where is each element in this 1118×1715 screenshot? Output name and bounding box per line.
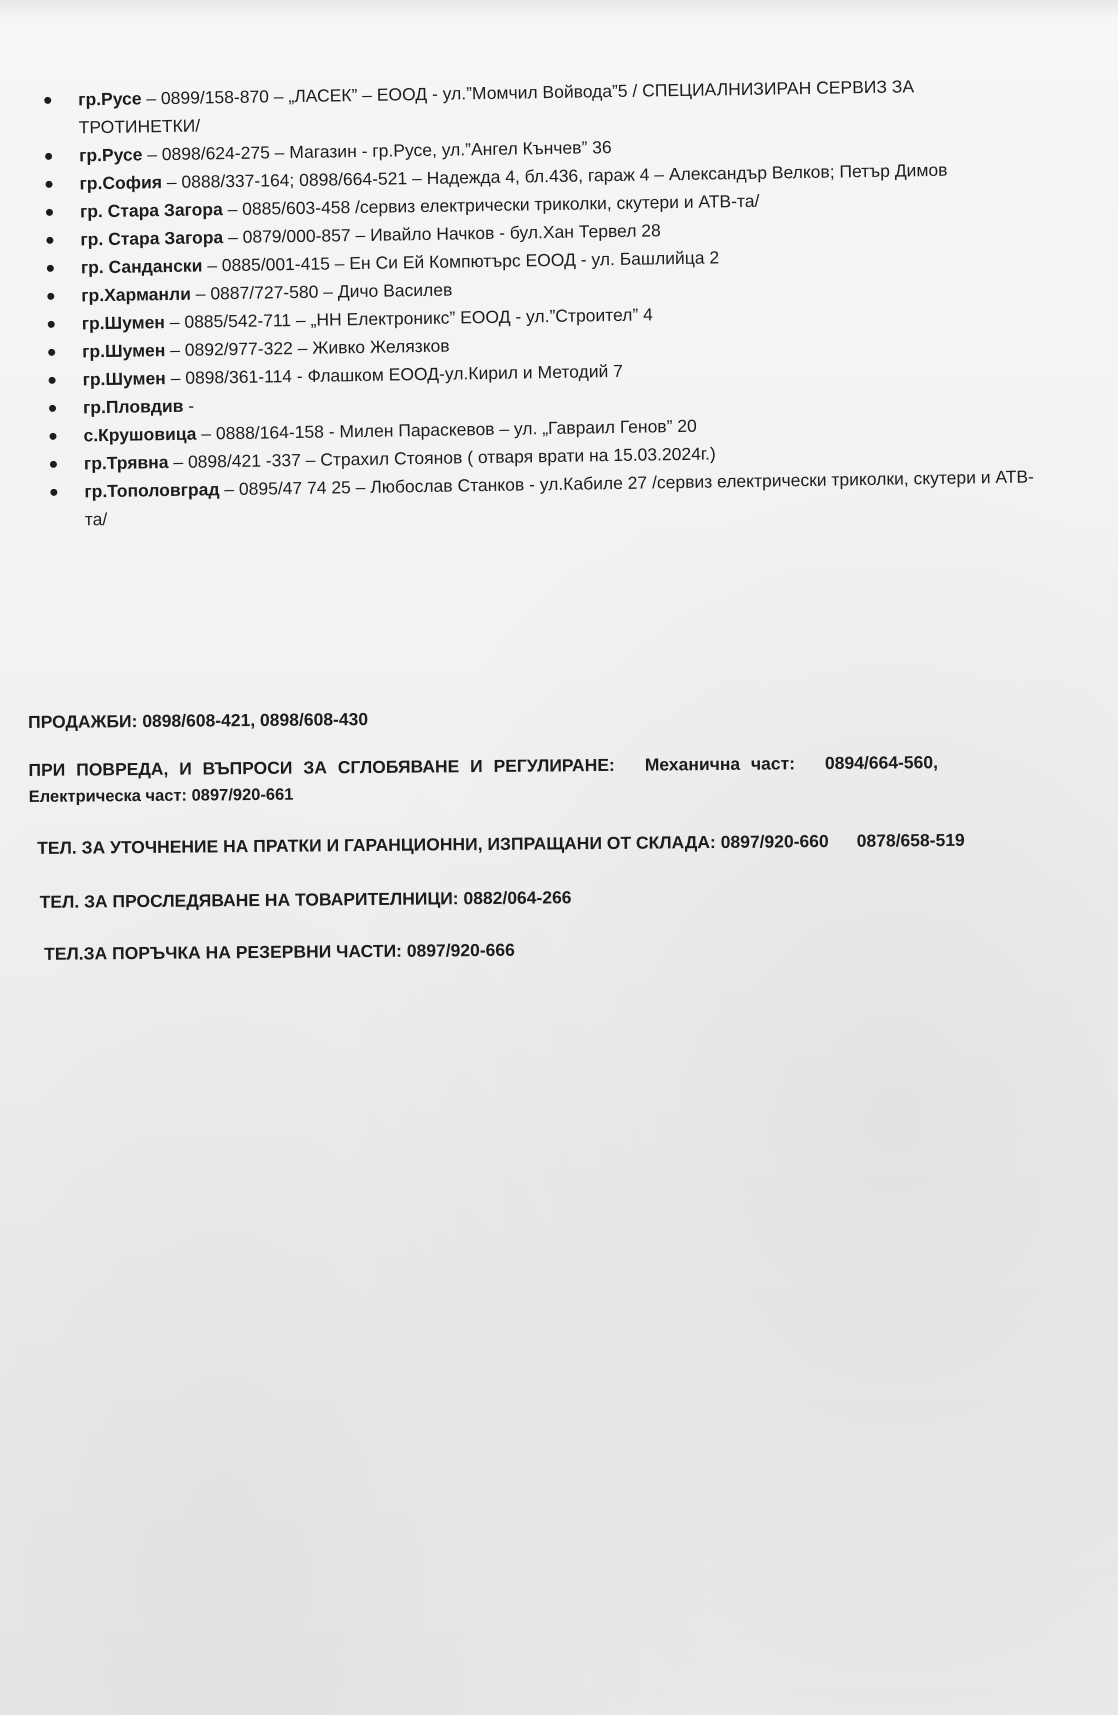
dealer-city: гр.Трявна bbox=[83, 452, 169, 474]
sales-label: ПРОДАЖБИ: bbox=[28, 711, 138, 732]
dealer-city: гр.София bbox=[79, 172, 163, 194]
mechanical-label: Механична част: bbox=[644, 753, 796, 775]
repair-label: ПРИ ПОВРЕДА, И ВЪПРОСИ ЗА СГЛОБЯВАНЕ И РЕГУЛИРАНЕ: bbox=[28, 754, 615, 780]
bullet-icon bbox=[48, 321, 55, 328]
dealer-details: – 0898/421 -337 – Страхил Стоянов ( отваря врати на 15.03.2024г.) bbox=[168, 443, 716, 473]
dealer-details: – 0898/361-114 - Флашком ЕООД-ул.Кирил и Методий 7 bbox=[165, 360, 624, 389]
dealer-city: гр.Тополовград bbox=[84, 479, 220, 502]
bullet-icon bbox=[47, 265, 54, 272]
dealer-details: - bbox=[183, 395, 195, 416]
mechanical-phone: 0894/664-560, bbox=[824, 752, 938, 774]
parts-label: ТЕЛ.ЗА ПОРЪЧКА НА РЕЗЕРВНИ ЧАСТИ: bbox=[44, 940, 403, 964]
dealer-details: – 0888/164-158 - Милен Параскевов – ул. „Гавраил Генов” 20 bbox=[196, 415, 697, 444]
dealer-city: гр. Стара Загора bbox=[79, 199, 223, 222]
tracking-label: ТЕЛ. ЗА ПРОСЛЕДЯВАНЕ НА ТОВАРИТЕЛНИЦИ: bbox=[39, 888, 459, 912]
page-top-shadow bbox=[0, 0, 1118, 18]
contact-phones-section bbox=[28, 703, 1068, 964]
shipments-line bbox=[37, 830, 965, 859]
dealer-city: с.Крушовица bbox=[83, 423, 197, 446]
dealer-details: – 0895/47 74 25 – Любослав Станков - ул.Кабиле 27 /сервиз електрически триколки, скутери и АТВ-та/ bbox=[84, 466, 1035, 530]
bullet-icon bbox=[50, 461, 57, 468]
repair-line bbox=[28, 752, 938, 781]
dealer-city: гр.Русе bbox=[78, 88, 142, 110]
dealer-details: – 0879/000-857 – Ивайло Начков - бул.Хан Тервел 28 bbox=[223, 220, 661, 248]
shipments-label: ТЕЛ. ЗА УТОЧНЕНИЕ НА ПРАТКИ И ГАРАНЦИОННИ, ИЗПРАЩАНИ ОТ СКЛАДА: bbox=[37, 832, 716, 858]
sales-line bbox=[28, 709, 368, 733]
dealer-details: – 0892/977-322 – Живко Желязков bbox=[165, 335, 450, 361]
electrical-phone: 0897/920-661 bbox=[191, 785, 294, 805]
dealer-city: гр.Русе bbox=[78, 144, 143, 166]
bullet-icon bbox=[48, 349, 55, 356]
dealer-city: гр.Пловдив bbox=[82, 395, 184, 418]
dealer-city: гр.Харманли bbox=[81, 283, 192, 306]
dealer-details: – 0885/603-458 /сервиз електрически триколки, скутери и АТВ-та/ bbox=[222, 190, 760, 220]
bullet-icon bbox=[45, 153, 52, 160]
dealer-city: гр. Сандански bbox=[80, 255, 203, 278]
service-dealer-list bbox=[40, 70, 1047, 534]
tracking-line bbox=[40, 887, 572, 913]
dealer-city: гр.Шумен bbox=[82, 340, 166, 362]
bullet-icon bbox=[49, 405, 56, 412]
dealer-details: – 0885/542-711 – „НН Електроникс” ЕООД - ул.”Строител” 4 bbox=[164, 304, 653, 333]
shipments-phone-2: 0878/658-519 bbox=[856, 829, 965, 851]
parts-line bbox=[44, 940, 515, 965]
dealer-city: гр.Шумен bbox=[81, 312, 166, 334]
tracking-phone: 0882/064-266 bbox=[463, 887, 572, 909]
electrical-line bbox=[29, 786, 294, 807]
bullet-icon bbox=[47, 293, 54, 300]
dealer-city: гр.Шумен bbox=[82, 368, 166, 390]
dealer-city: гр. Стара Загора bbox=[80, 227, 224, 250]
bullet-icon bbox=[44, 97, 51, 104]
bullet-icon bbox=[50, 489, 57, 496]
shipments-phone-1: 0897/920-660 bbox=[720, 831, 829, 852]
bullet-icon bbox=[46, 237, 53, 244]
dealer-details: – 0885/001-415 – Ен Си Ей Компютърс ЕООД - ул. Башлийца 2 bbox=[202, 247, 720, 276]
electrical-label: Електрическа част: bbox=[28, 786, 188, 806]
bullet-icon bbox=[49, 433, 56, 440]
sales-phones: 0898/608-421, 0898/608-430 bbox=[142, 709, 369, 732]
dealer-details: – 0898/624-275 – Магазин - гр.Русе, ул.”Ангел Кънчев” 36 bbox=[142, 137, 612, 165]
dealer-details: – 0887/727-580 – Дичо Василев bbox=[190, 279, 453, 304]
parts-phone: 0897/920-666 bbox=[406, 939, 515, 961]
bullet-icon bbox=[49, 377, 56, 384]
bullet-icon bbox=[46, 209, 53, 216]
bullet-icon bbox=[45, 181, 52, 188]
dealer-details: – 0899/158-870 – „ЛАСЕК” – ЕООД - ул.”Момчил Войвода”5 / СПЕЦИАЛНИЗИРАН СЕРВИЗ ЗА ТРОТИНЕТКИ/ bbox=[78, 76, 915, 138]
dealer-details: – 0888/337-164; 0898/664-521 – Надежда 4, бл.436, гараж 4 – Александър Велков; Петър Димов bbox=[161, 159, 948, 193]
